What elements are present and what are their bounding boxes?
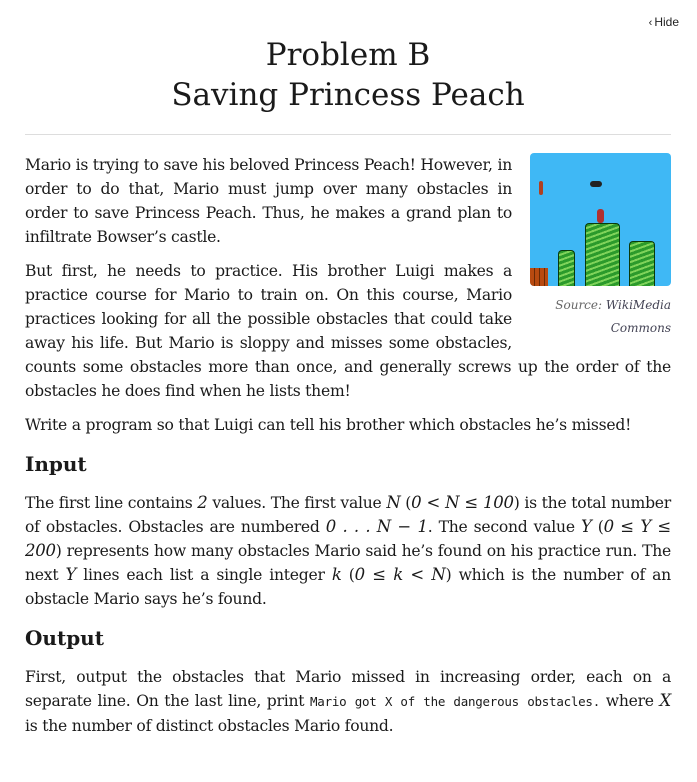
text-segment: ) is the total number of obstacles. Obstacles are numbered [25,494,671,536]
math-expression: 0 . . . N − 1 [325,517,428,536]
page-title: Problem B Saving Princess Peach [171,37,525,113]
text-segment: . The second value [427,518,581,536]
figure [530,153,671,340]
math-expression: X [659,691,672,710]
input-paragraph [25,491,671,611]
math-expression: N [386,493,401,512]
text-segment: ) which is the number of an obstacle Mario says he’s found. [25,566,671,608]
intro-paragraph: But first, he needs to practice. His brother Luigi makes a practice course for Mario to train on. On this course, Mario practices looking for all the possible obstacles that could take away his life. But Mario is sloppy and misses some obstacles, counts some obstacles more than once, and generally screws up the order of the obstacles he does find when he lists them! [25,262,671,400]
text-segment: is the number of distinct obstacles Mario found. [25,717,394,735]
wikimedia-link[interactable]: WikiMedia Commons [605,298,671,335]
text-segment: ( [591,518,604,536]
figure-caption: Source: WikiMedia Commons [555,298,671,335]
text-segment: lines each list a single integer [76,566,332,584]
output-paragraph [25,665,671,738]
math-expression: 0 ≤ k < N [354,565,446,584]
input-heading: Input [25,452,87,476]
problem-statement [25,0,671,748]
text-segment: The first line contains [25,494,198,512]
math-expression: Y [65,565,77,584]
chevron-left-icon: ‹ [648,17,653,29]
text-segment: ( [400,494,412,512]
text-segment: values. The first value [207,494,387,512]
text-segment: ) represents how many obstacles Mario said he’s found on his practice run. The next [25,542,671,584]
math-expression: k [331,565,342,584]
math-expression: 2 [197,493,208,512]
hide-link[interactable]: ‹ Hide [648,15,679,29]
code-snippet: Mario got X of the dangerous obstacles. [310,694,600,709]
intro-paragraph: Write a program so that Luigi can tell his brother which obstacles he’s missed! [25,416,632,434]
mario-image [530,153,671,286]
text-segment: ( [341,566,355,584]
output-heading: Output [25,626,104,650]
text-segment: First, output the obstacles that Mario missed in increasing order, each on a separate line. On the last line, print [25,668,671,710]
text-segment: where [599,692,660,710]
math-expression: 0 ≤ Y ≤ 200 [25,517,671,560]
divider [25,134,671,135]
math-expression: Y [580,517,592,536]
math-expression: 0 < N ≤ 100 [411,493,514,512]
intro-paragraph: Mario is trying to save his beloved Princess Peach! However, in order to do that, Mario must jump over many obstacles in order to save Princess Peach. Thus, he makes a grand plan to infiltrate Bowser’s castle. [25,156,512,246]
